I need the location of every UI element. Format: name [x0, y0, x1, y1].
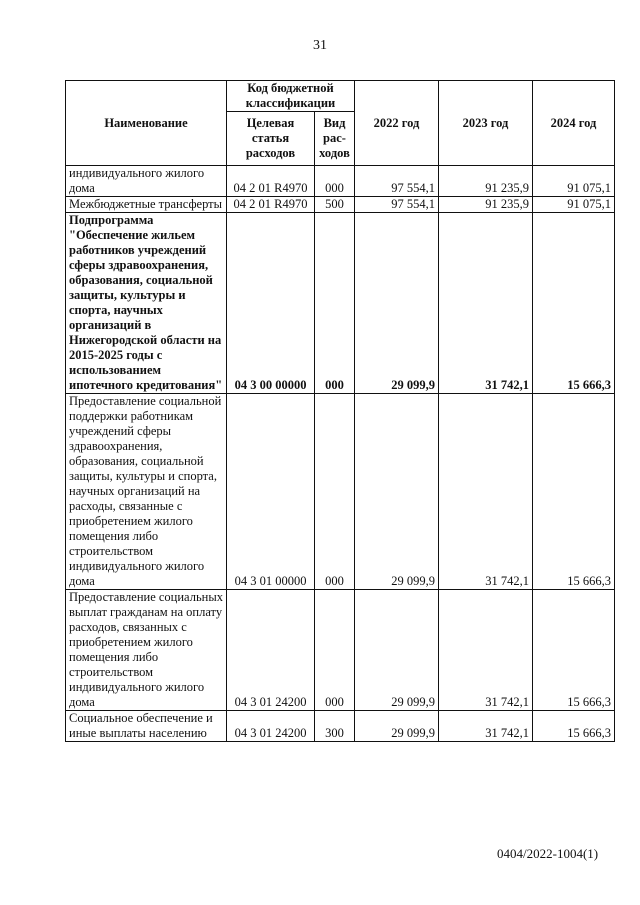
- header-expense-type: Вид рас-ходов: [315, 112, 355, 166]
- cell-2022: 29 099,9: [355, 711, 439, 742]
- cell-2023: 91 235,9: [439, 197, 533, 213]
- cell-target-article: 04 2 01 R4970: [227, 197, 315, 213]
- cell-2024: 91 075,1: [533, 166, 615, 197]
- cell-2022: 29 099,9: [355, 213, 439, 394]
- cell-target-article: 04 3 01 24200: [227, 590, 315, 711]
- header-2022: 2022 год: [355, 81, 439, 166]
- cell-name: индивидуального жилого дома: [66, 166, 227, 197]
- header-target-article: Целевая статья расходов: [227, 112, 315, 166]
- table-body: [66, 166, 615, 742]
- table-row: [66, 213, 615, 394]
- budget-table: [65, 80, 615, 742]
- cell-2024: 15 666,3: [533, 711, 615, 742]
- table-row: [66, 197, 615, 213]
- cell-target-article: 04 3 01 00000: [227, 394, 315, 590]
- cell-name: Межбюджетные трансферты: [66, 197, 227, 213]
- header-classification-group: Код бюджетной классификации: [227, 81, 355, 112]
- cell-2024: 15 666,3: [533, 394, 615, 590]
- cell-expense-type: 000: [315, 213, 355, 394]
- cell-expense-type: 300: [315, 711, 355, 742]
- cell-expense-type: 000: [315, 590, 355, 711]
- cell-2024: 91 075,1: [533, 197, 615, 213]
- document-code: 0404/2022-1004(1): [497, 846, 599, 861]
- cell-2024: 15 666,3: [533, 590, 615, 711]
- cell-name: Предоставление социальной поддержки работникам учреждений сферы здравоохранения, образования, социальной защиты, культуры и спорта, научных организаций на расходы, связанные с приобретением жилого помещения либо строительством индивидуального жилого дома: [66, 394, 227, 590]
- table-row: [66, 166, 615, 197]
- cell-name: Подпрограмма "Обеспечение жильем работников учреждений сферы здравоохранения, образования, социальной защиты, культуры и спорта, научных организаций в Нижегородской области на 2015-2025 годы с использованием ипотечного кредитования": [66, 213, 227, 394]
- cell-target-article: 04 3 00 00000: [227, 213, 315, 394]
- cell-target-article: 04 3 01 24200: [227, 711, 315, 742]
- table-row: [66, 711, 615, 742]
- cell-expense-type: 000: [315, 166, 355, 197]
- cell-2023: 91 235,9: [439, 166, 533, 197]
- table-row: [66, 590, 615, 711]
- header-2024: 2024 год: [533, 81, 615, 166]
- cell-expense-type: 500: [315, 197, 355, 213]
- cell-expense-type: 000: [315, 394, 355, 590]
- header-2023: 2023 год: [439, 81, 533, 166]
- cell-2022: 97 554,1: [355, 197, 439, 213]
- cell-2023: 31 742,1: [439, 394, 533, 590]
- cell-2023: 31 742,1: [439, 711, 533, 742]
- cell-2023: 31 742,1: [439, 590, 533, 711]
- cell-2022: 97 554,1: [355, 166, 439, 197]
- cell-2024: 15 666,3: [533, 213, 615, 394]
- cell-2022: 29 099,9: [355, 590, 439, 711]
- cell-name: Предоставление социальных выплат гражданам на оплату расходов, связанных с приобретением жилого помещения либо строительством индивидуального жилого дома: [66, 590, 227, 711]
- page-number: 31: [313, 38, 327, 53]
- table-row: [66, 394, 615, 590]
- cell-2023: 31 742,1: [439, 213, 533, 394]
- header-name: Наименование: [66, 81, 227, 166]
- cell-target-article: 04 2 01 R4970: [227, 166, 315, 197]
- cell-2022: 29 099,9: [355, 394, 439, 590]
- cell-name: Социальное обеспечение и иные выплаты населению: [66, 711, 227, 742]
